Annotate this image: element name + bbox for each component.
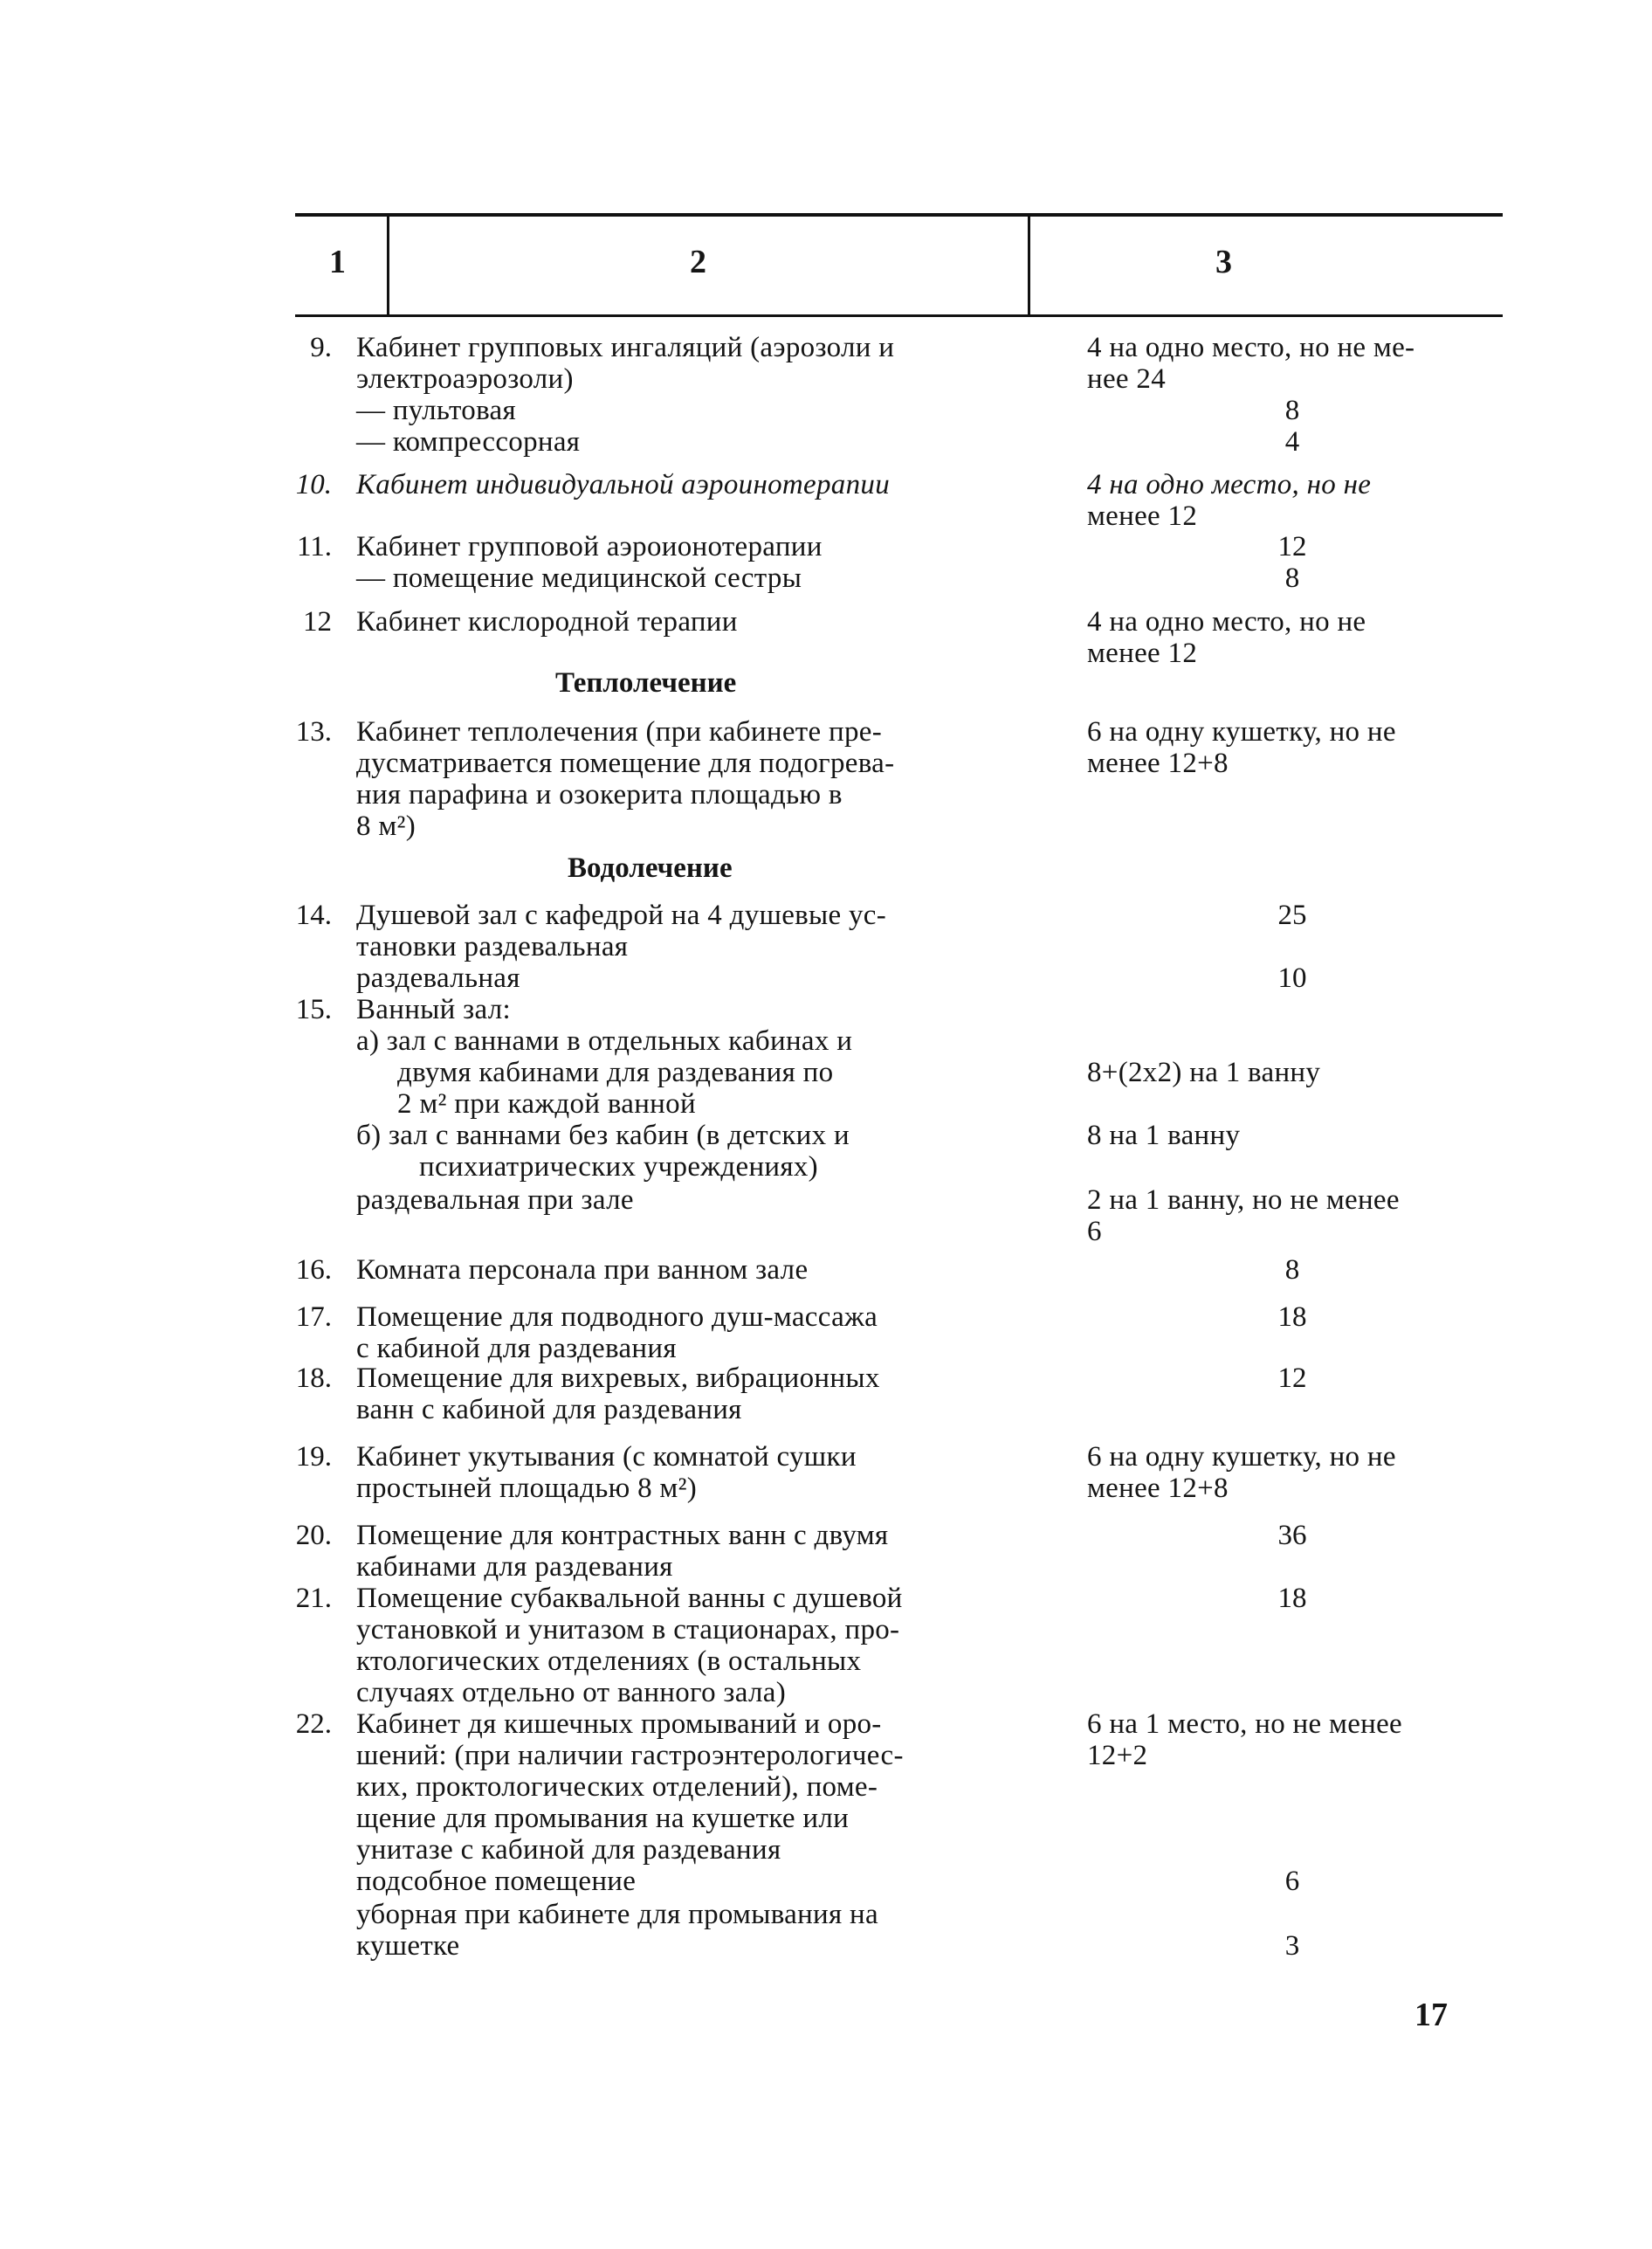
norm-value: 12 [1277,1363,1307,1394]
section-heading: Теплолечение [555,667,737,699]
row-text: унитазе с кабиной для раздевания [356,1834,781,1866]
norm-text: 8 на 1 ванну [1087,1120,1241,1151]
column-header-1: 1 [329,244,346,280]
row-text: Ванный зал: [356,994,511,1025]
row-text: уборная при кабинете для промывания на [356,1899,878,1930]
row-text: ких, проктологических отделений), поме- [356,1771,878,1803]
norm-text: менее 12 [1087,500,1198,532]
row-text: Кабинет дя кишечных промываний и оро- [356,1708,882,1740]
norm-text: 6 на одну кушетку, но не [1087,716,1396,748]
row-text: дусматривается помещение для подогрева- [356,748,895,779]
row-number: 15. [295,994,332,1025]
row-number: 10. [295,469,332,500]
norm-value: 12 [1277,531,1307,562]
norm-text: менее 12+8 [1087,1473,1229,1504]
row-text: электроаэрозоли) [356,363,574,395]
table-top-rule [295,213,1503,217]
row-text: Кабинет индивидуальной аэроинотерапии [356,469,890,500]
row-text: раздевальная [356,962,520,994]
row-text: Кабинет групповой аэроионотерапии [356,531,823,562]
norm-value: 8 [1284,1254,1300,1286]
row-number: 21. [295,1583,332,1614]
row-text: Душевой зал с кафедрой на 4 душевые ус- [356,900,887,931]
row-text: шений: (при наличии гастроэнтерологичес- [356,1740,904,1771]
norm-value: 25 [1277,900,1307,931]
norm-text: 6 [1087,1216,1102,1247]
row-text: тановки раздевальная [356,931,629,962]
norm-text: 4 на одно место, но не [1087,606,1366,638]
row-text: кушетке [356,1930,460,1962]
row-number: 12 [303,606,332,638]
norm-text: менее 12+8 [1087,748,1229,779]
row-text: Помещение субаквальной ванны с душевой [356,1583,903,1614]
norm-text: 2 на 1 ванну, но не менее [1087,1184,1400,1216]
row-number: 19. [295,1441,332,1473]
norm-value: 8 [1284,562,1300,594]
row-text: с кабиной для раздевания [356,1333,677,1364]
norm-text: 8+(2х2) на 1 ванну [1087,1057,1321,1088]
norm-text: менее 12 [1087,638,1198,669]
row-number: 16. [295,1254,332,1286]
norm-value: 18 [1277,1583,1307,1614]
norm-value: 3 [1284,1930,1300,1962]
row-number: 18. [295,1363,332,1394]
row-text: — помещение медицинской сестры [356,562,802,594]
norm-text: 4 на одно место, но не ме- [1087,332,1415,363]
header-divider-2 [1028,213,1030,314]
norm-value: 4 [1284,426,1300,458]
row-text: ванн с кабиной для раздевания [356,1394,742,1425]
row-text: случаях отдельно от ванного зала) [356,1677,786,1708]
row-text: щение для промывания на кушетке или [356,1803,850,1834]
row-number: 22. [295,1708,332,1740]
header-divider-1 [387,213,389,314]
norm-text: 6 на 1 место, но не менее [1087,1708,1402,1740]
row-text: Помещение для контрастных ванн с двумя [356,1520,889,1551]
row-text: Кабинет групповых ингаляций (аэрозоли и [356,332,895,363]
row-number: 20. [295,1520,332,1551]
row-text: Кабинет кислородной терапии [356,606,738,638]
row-text: Кабинет укутывания (с комнатой сушки [356,1441,857,1473]
norm-value: 8 [1284,395,1300,426]
norm-text: 6 на одну кушетку, но не [1087,1441,1396,1473]
section-heading: Водолечение [568,852,733,884]
row-text: кабинами для раздевания [356,1551,673,1583]
norm-value: 18 [1277,1301,1307,1333]
norm-text: 12+2 [1087,1740,1148,1771]
column-header-2: 2 [690,244,706,280]
row-text: — компрессорная [356,426,581,458]
row-text: Кабинет теплолечения (при кабинете пре- [356,716,883,748]
row-text: Помещение для вихревых, вибрационных [356,1363,880,1394]
row-text: б) зал с ваннами без кабин (в детских и [356,1120,850,1151]
norm-text: нее 24 [1087,363,1167,395]
row-text: 2 м² при каждой ванной [397,1088,696,1120]
norm-text: 4 на одно место, но не [1087,469,1372,500]
table-header-rule [295,314,1503,317]
row-text: а) зал с ваннами в отдельных кабинах и [356,1025,853,1057]
row-text: психиатрических учреждениях) [419,1151,818,1183]
row-text: ктологических отделениях (в остальных [356,1645,862,1677]
row-text: установкой и унитазом в стационарах, про- [356,1614,900,1645]
row-number: 9. [310,332,332,363]
row-text: — пультовая [356,395,516,426]
row-text: раздевальная при зале [356,1184,634,1216]
row-text: простыней площадью 8 м²) [356,1473,698,1504]
row-text: Комната персонала при ванном зале [356,1254,809,1286]
row-number: 17. [295,1301,332,1333]
norm-value: 10 [1277,962,1307,994]
row-number: 14. [295,900,332,931]
norm-value: 36 [1277,1520,1307,1551]
column-header-3: 3 [1215,244,1232,280]
row-text: двумя кабинами для раздевания по [397,1057,834,1088]
row-text: ния парафина и озокерита площадью в [356,779,843,811]
row-text: подсобное помещение [356,1866,637,1897]
row-number: 13. [295,716,332,748]
row-text: Помещение для подводного душ-массажа [356,1301,878,1333]
page-number: 17 [1415,1997,1448,2033]
row-text: 8 м²) [356,811,416,842]
norm-value: 6 [1284,1866,1300,1897]
row-number: 11. [296,531,332,562]
